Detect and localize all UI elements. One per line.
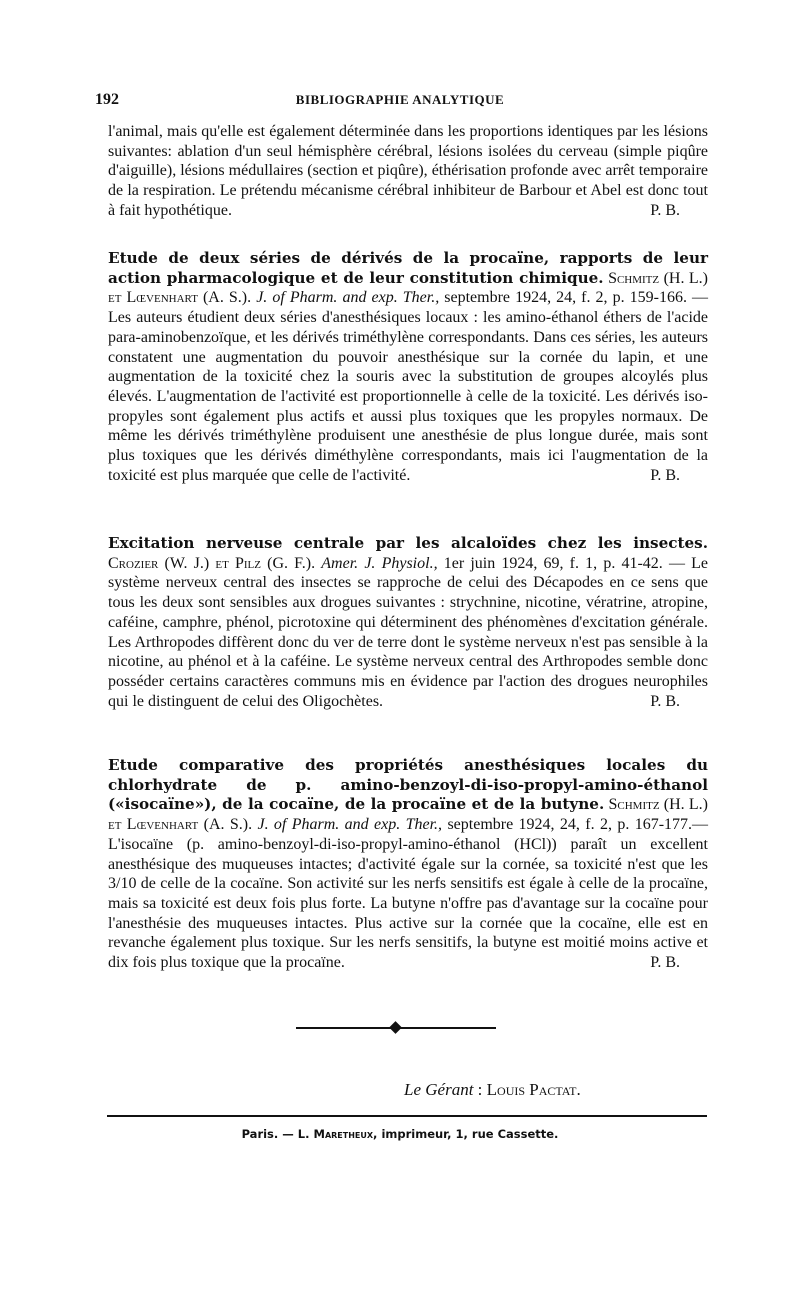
imprint-address: imprimeur, 1, rue Cassette. (381, 1127, 559, 1141)
ornamental-divider (296, 1021, 496, 1035)
footer-rule (107, 1115, 707, 1117)
article-journal: J. of Pharm. and exp. Ther., (256, 289, 440, 307)
page-number: 192 (95, 91, 119, 108)
article-initials: P. B. (650, 466, 680, 484)
signature-separator: : (477, 1080, 483, 1099)
article-citation: septembre 1924, 24, f. 2, p. 159-166. — (444, 289, 709, 307)
article-journal: Amer. J. Physiol., (321, 554, 438, 572)
article-title: Excitation nerveuse centrale par les alcaloïdes chez les insectes. (108, 534, 708, 552)
article-authors: Schmitz (H. L.) et Lœvenhart (A. S.). (108, 269, 709, 307)
article-procaine-series (108, 249, 708, 485)
article-initials: P. B. (650, 692, 680, 710)
article-citation: septembre 1924, 24, f. 2, p. 167-177.— (447, 816, 709, 834)
article-continuation (108, 122, 708, 221)
printer-imprint (0, 1127, 800, 1141)
article-authors: Crozier (W. J.) et Pilz (G. F.). (108, 554, 316, 572)
signature-name: Louis Pactat. (486, 1080, 581, 1099)
article-journal: J. of Pharm. and exp. Ther., (257, 816, 443, 834)
article-isocaine-comparison (108, 756, 708, 973)
article-body: Les auteurs étudient deux séries d'anesthésiques locaux : les amino-éthanol éthers de l'acide para-aminobenzoïque, et les dérivés triméthylène correspondants. Dans ces séries, les auteurs constatent une augmentation du pouvoir anesthésique sur la cornée du lapin, et une augmentation de la toxicité chez la souris avec la substitution de groupes alcoylés plus élevés. L'augmentation de l'activité est proportionnelle à celle de la toxicité. Les dérivés iso-propyles sont également plus actifs et aussi plus toxiques que les propyles normaux. De même les dérivés triméthylène produisent une anesthésie de plus longue durée, mais sont plus toxiques que les dérivés diméthylène correspondants, mais ici l'augmentation de la toxicité est plus marquée que celle de l'activité. (108, 309, 708, 484)
divider-line-left (296, 1027, 396, 1029)
article-insect-excitation (108, 534, 708, 711)
article-body: l'animal, mais qu'elle est également déterminée dans les proportions identiques par les lésions suivantes: ablation d'un seul hémisphère cérébral, lésions isolées du cerveau (simple piqûre d'aiguille), lésions médullaires (section et piqûre), éthérisation profonde avec arrêt temporaire de la respiration. Le prétendu mécanisme cérébral inhibiteur de Barbour et Abel est donc tout à fait hypothétique. (108, 123, 708, 219)
article-initials: P. B. (650, 201, 680, 219)
article-authors: Schmitz (H. L.) et Lœvenhart (A. S.). (108, 796, 709, 834)
article-initials: P. B. (650, 954, 680, 972)
article-citation: 1er juin 1924, 69, f. 1, p. 41-42. — (443, 554, 685, 572)
divider-line-right (396, 1027, 496, 1029)
imprint-city: Paris. — (241, 1127, 294, 1141)
signature-line (404, 1080, 581, 1100)
imprint-printer: L. Maretheux, (297, 1127, 378, 1141)
article-body: Le système nerveux central des insectes se rapproche de celui des Décapodes en ce sens que tous les deux sont sensibles aux drogues suivantes : strychnine, nicotine, vératrine, atropine, caféine, camphre, phénol, picrotoxine qui déterminent des phénomènes d'excitation générale. Les Arthropodes diffèrent donc du ver de terre dont le système nerveux n'est pas sensible à la nicotine, au phénol et à la caféine. Le système nerveux central des Arthropodes semble donc posséder certains caractères communs mis en évidence par l'action des drogues neurophiles qui le distinguent de celui des Oligochètes. (108, 554, 708, 710)
article-title: Etude de deux séries de dérivés de la procaïne, rapports de leur action pharmacologique et de leur constitution chimique. (108, 249, 708, 287)
running-title: BIBLIOGRAPHIE ANALYTIQUE (295, 92, 505, 107)
article-body: L'isocaïne (p. amino-benzoyl-di-iso-propyl-amino-éthanol (HCl)) paraît un excellent anesthésique des muqueuses intactes; d'activité égale sur la cornée, sa toxicité n'est que les 3/10 de celle de la cocaïne. Son activité sur les nerfs sensitifs est égale à celle de la procaïne, mais sa toxicité est deux fois plus forte. La butyne n'offre pas d'avantage sur la cocaïne pour l'anesthésie des muqueuses intactes. Plus active sur la cornée que la cocaïne, elle est en revanche également plus toxique. Sur les nerfs sensitifs, la butyne est moitié moins active et dix fois plus toxique que la procaïne. (108, 835, 708, 972)
signature-role: Le Gérant (404, 1080, 474, 1099)
article-title: Etude comparative des propriétés anesthésiques locales du chlorhydrate de p. amino-benzoyl-di-iso-propyl-amino-éthanol («isocaïne»), de la cocaïne, de la procaïne et de la butyne. (108, 756, 708, 814)
